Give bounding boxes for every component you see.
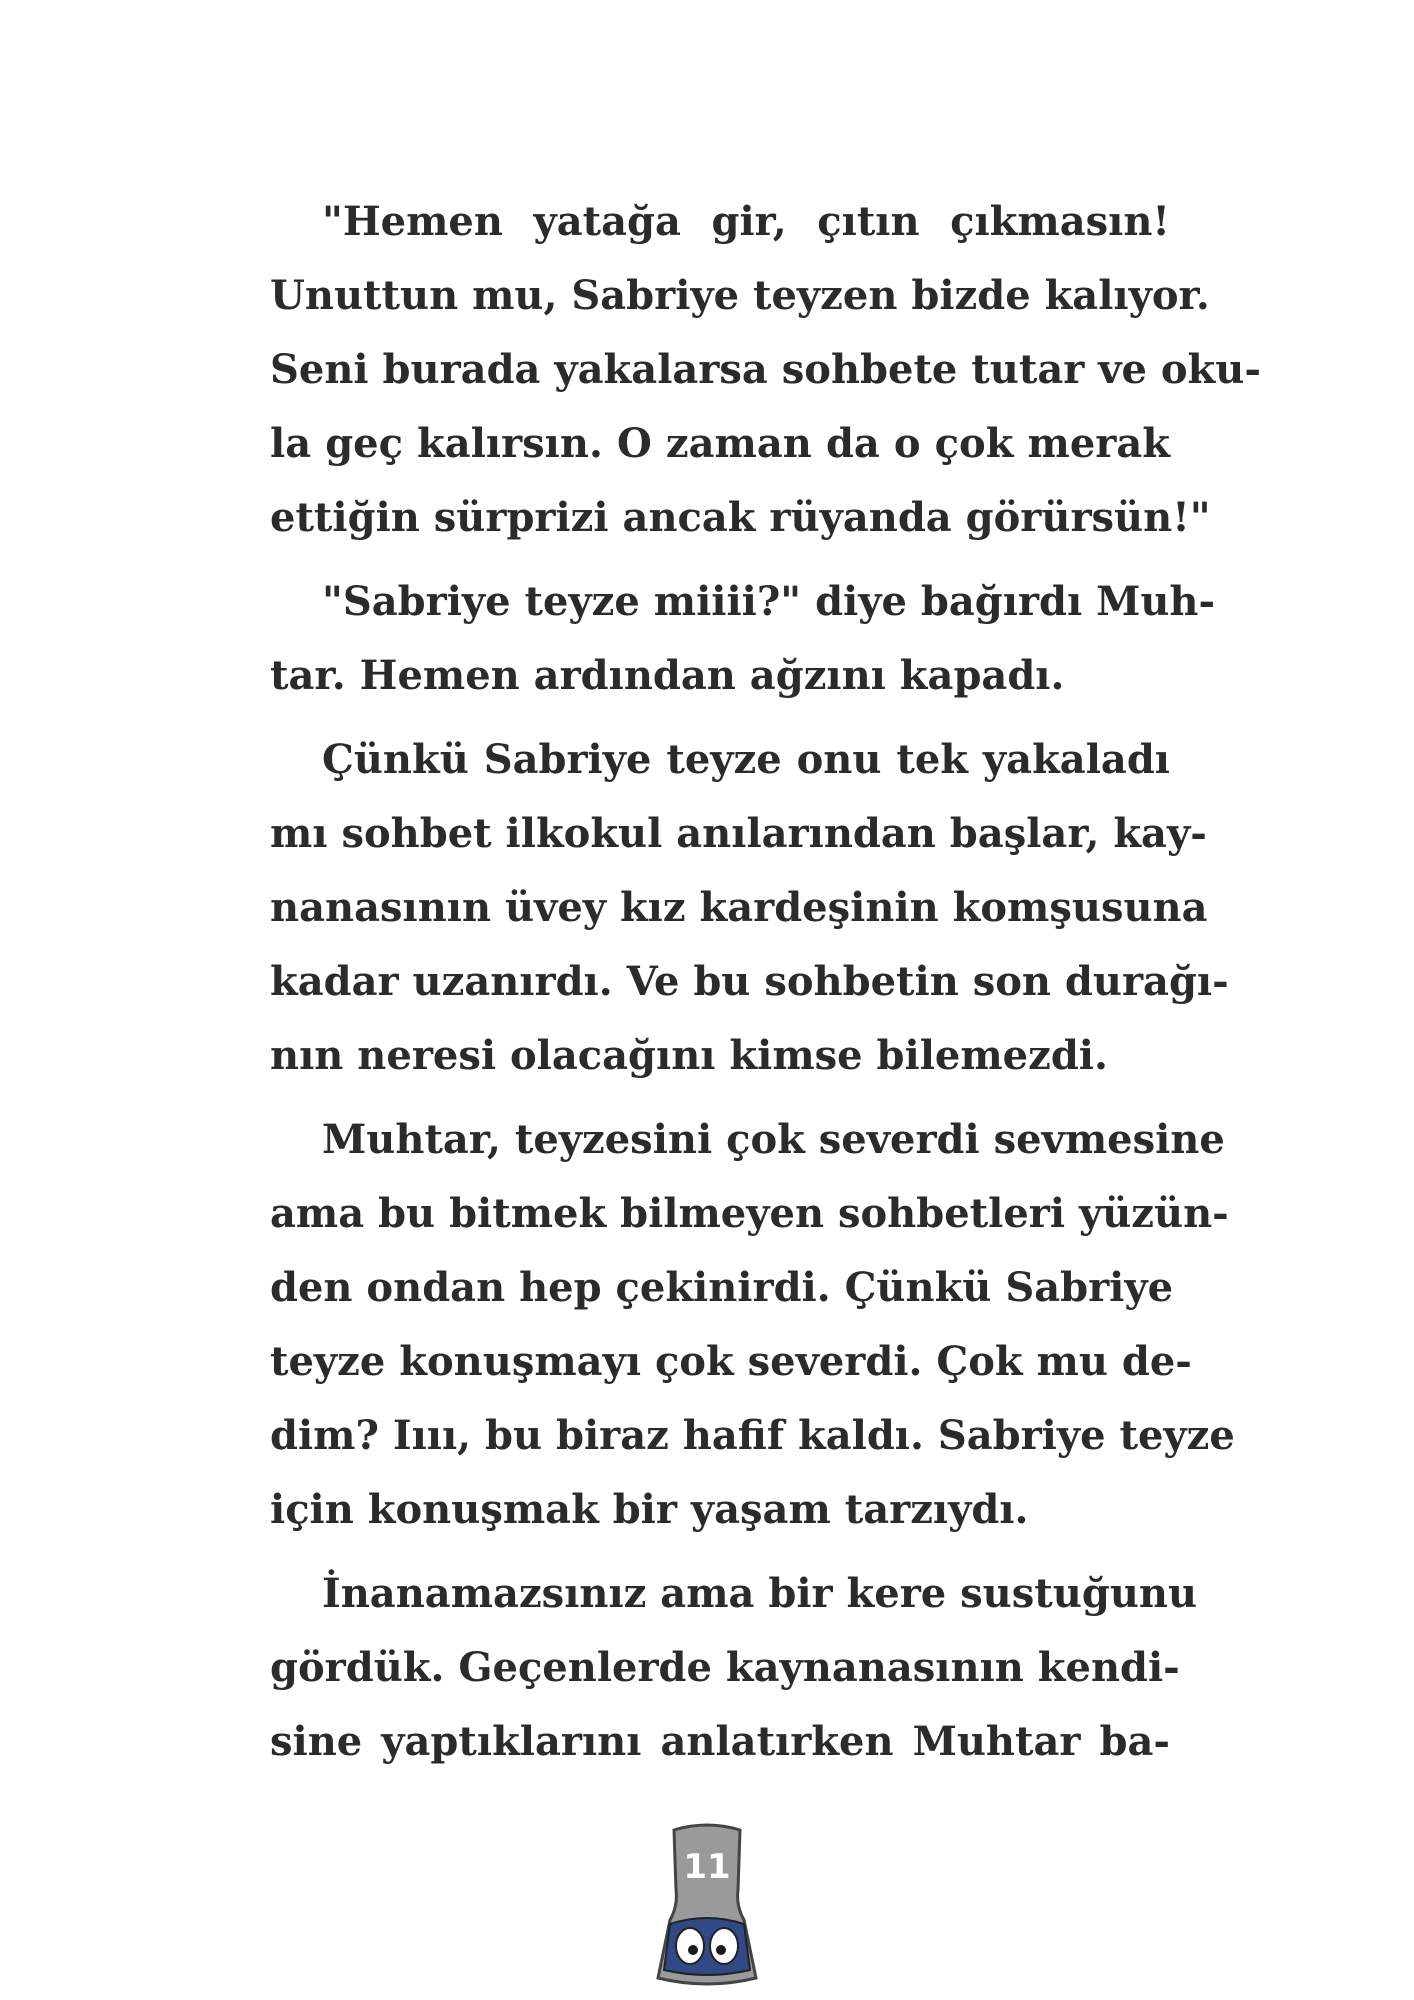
text-line: dim? Iııı, bu biraz hafif kaldı. Sabriye teyze <box>270 1412 1235 1459</box>
text-line: Seni burada yakalarsa sohbete tutar ve oku- <box>270 346 1261 393</box>
text-line: Çünkü Sabriye teyze onu tek yakaladı <box>322 736 1170 783</box>
text-line: tar. Hemen ardından ağzını kapadı. <box>270 652 1065 699</box>
paragraph-3 <box>270 723 1229 1093</box>
text-line: "Sabriye teyze miiii?" diye bağırdı Muh- <box>322 578 1216 625</box>
text-line: gördük. Geçenlerde kaynanasının kendi- <box>270 1644 1180 1691</box>
text-line: nın neresi olacağını kimse bilemezdi. <box>270 1032 1108 1079</box>
text-line: Muhtar, teyzesini çok severdi sevmesine <box>322 1116 1225 1163</box>
text-line: den ondan hep çekinirdi. Çünkü Sabriye <box>270 1264 1174 1311</box>
text-line: kadar uzanırdı. Ve bu sohbetin son durağı- <box>270 958 1229 1005</box>
text-line: la geç kalırsın. O zaman da o çok merak <box>270 420 1170 467</box>
text-line: "Hemen yatağa gir, çıtın çıkmasın! <box>322 198 1170 245</box>
text-line: teyze konuşmayı çok severdi. Çok mu de- <box>270 1338 1192 1385</box>
text-line: için konuşmak bir yaşam tarzıydı. <box>270 1486 1029 1533</box>
paragraph-2 <box>270 565 1216 713</box>
left-pupil <box>688 1945 698 1955</box>
text-line: ettiğin sürprizi ancak rüyanda görürsün!" <box>270 494 1211 541</box>
text-line: İnanamazsınız ama bir kere sustuğunu <box>322 1570 1198 1617</box>
text-line: nanasının üvey kız kardeşinin komşusuna <box>270 884 1208 931</box>
text-line: ama bu bitmek bilmeyen sohbetleri yüzün- <box>270 1190 1229 1237</box>
text-line: sine yaptıklarını anlatırken Muhtar ba- <box>270 1718 1170 1765</box>
paragraph-4 <box>270 1103 1235 1547</box>
page-number-badge <box>652 1820 762 1990</box>
text-line: Unuttun mu, Sabriye teyzen bizde kalıyor. <box>270 272 1210 319</box>
right-pupil <box>716 1945 726 1955</box>
page-number: 11 <box>683 1847 731 1887</box>
body-text <box>270 185 1261 1789</box>
text-line: mı sohbet ilkokul anılarından başlar, kay- <box>270 810 1207 857</box>
jar-with-eyes-icon <box>652 1820 762 1990</box>
paragraph-5 <box>270 1557 1198 1779</box>
paragraph-1 <box>270 185 1261 555</box>
